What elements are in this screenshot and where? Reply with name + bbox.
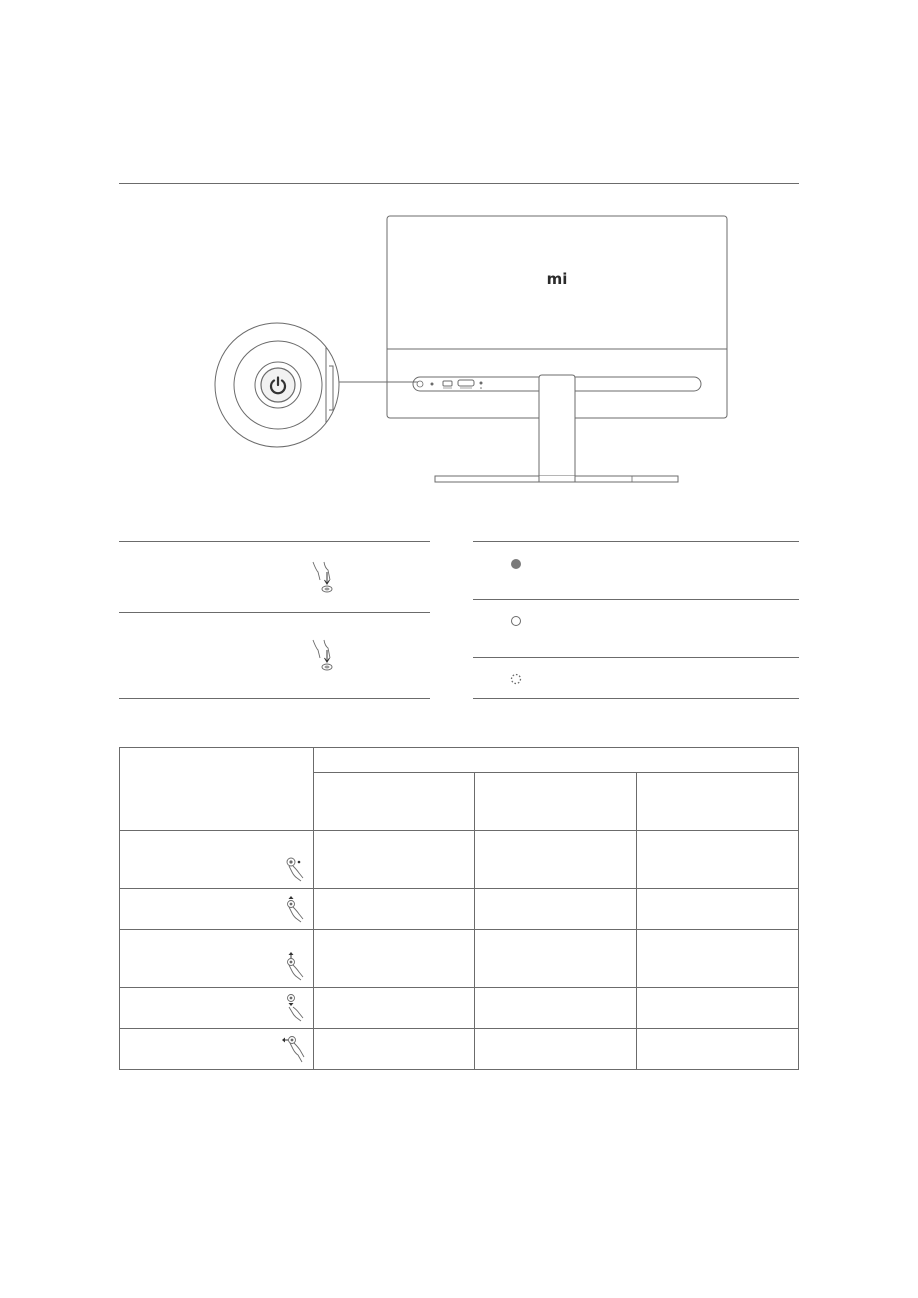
- table-row: [120, 889, 799, 930]
- monitor-rear-diagram: [380, 210, 740, 490]
- led-table-rule-2: [473, 599, 799, 600]
- brand-logo-text: mi: [546, 272, 568, 286]
- press-hand-icon: [310, 560, 336, 594]
- table-header-col-3: [637, 773, 799, 831]
- push-up-hand-icon: [283, 895, 307, 923]
- push-down-hand-icon: [283, 994, 307, 1022]
- table-header-col-2: [475, 773, 637, 831]
- led-table-bottom-rule: [473, 698, 799, 699]
- led-table-top-rule: [473, 541, 799, 542]
- row-label-cell: [120, 1029, 314, 1070]
- led-table-rule-3: [473, 657, 799, 658]
- top-divider: [119, 183, 799, 184]
- led-hollow-icon: [511, 616, 521, 626]
- power-icon: [268, 375, 288, 395]
- table-row: [120, 930, 799, 988]
- led-solid-icon: [511, 559, 521, 569]
- table-header-function: [120, 748, 314, 831]
- menu-operation-table: [119, 747, 799, 1070]
- press-joystick-hand-icon: [283, 856, 307, 882]
- brand-logo: [545, 272, 569, 286]
- table-header-group: [314, 748, 799, 773]
- press-hand-icon: [310, 638, 336, 672]
- table-header-col-1: [314, 773, 475, 831]
- table-row: [120, 831, 799, 889]
- gesture-table-top-rule: [119, 541, 430, 542]
- row-label-cell: [120, 930, 314, 988]
- gesture-table-mid-rule: [119, 612, 430, 613]
- table-row: [120, 1029, 799, 1070]
- push-up-hand-icon: [283, 951, 307, 981]
- table-row: [120, 988, 799, 1029]
- push-left-hand-icon: [281, 1035, 307, 1063]
- row-label-cell: [120, 889, 314, 930]
- led-blinking-icon: [509, 672, 523, 686]
- gesture-table-bottom-rule: [119, 698, 430, 699]
- callout-line: [330, 376, 420, 386]
- row-label-cell: [120, 988, 314, 1029]
- row-label-cell: [120, 831, 314, 889]
